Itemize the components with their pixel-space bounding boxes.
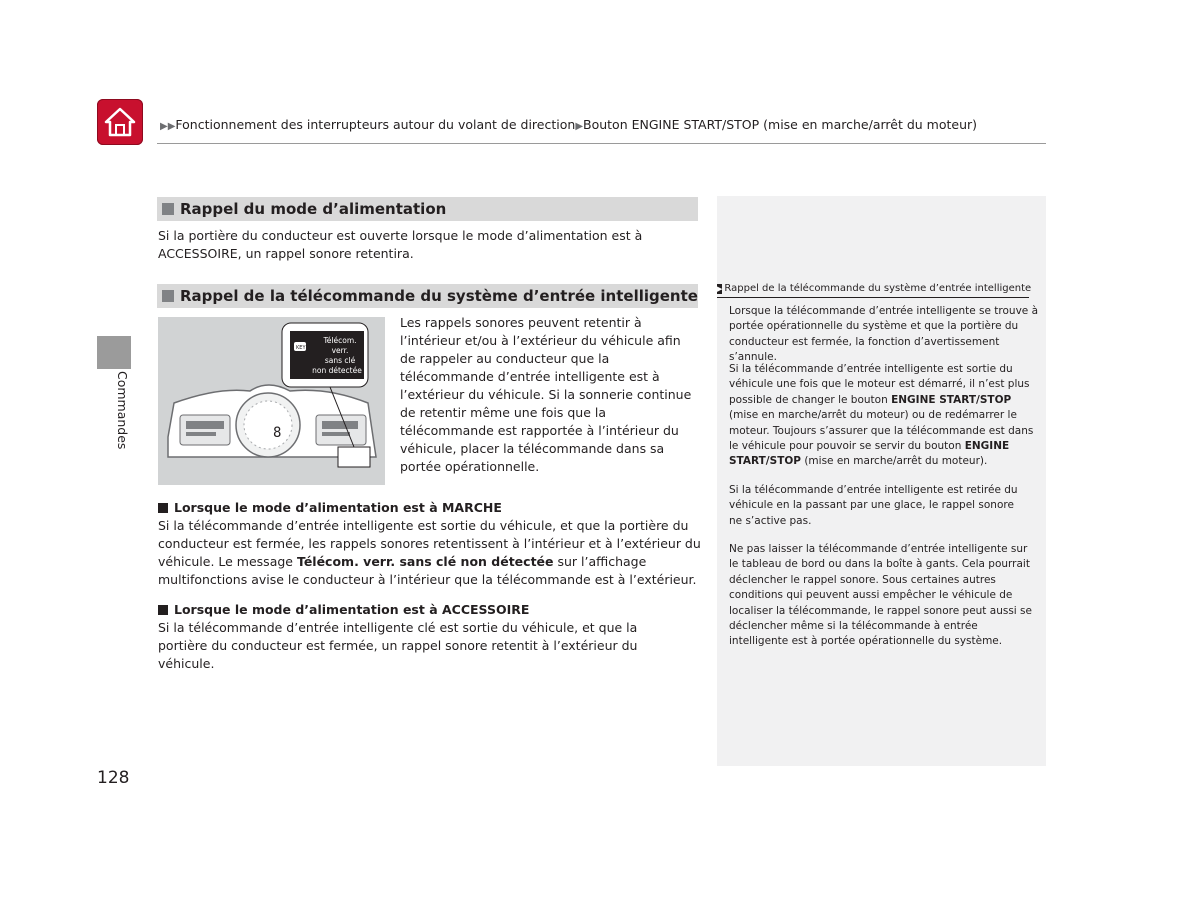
note-reference-icon: ▶ <box>717 284 723 293</box>
note-title <box>717 283 1032 294</box>
note-paragraph: Si la télécommande d’entrée intelligente est retirée du véhicule en la passant par une glace, le rappel sonore ne s’active pas. <box>729 484 1018 527</box>
note-paragraph: Ne pas laisser la télécommande d’entrée intelligente sur le tableau de bord ou dans la boîte à gants. Cela pourrait déclencher le rappel sonore. Sous certaines autres conditions qui peuvent aussi empêcher le véhicule de localiser la télécommande, le rappel sonore peut aussi se déclencher même si la télécommande à entrée intelligente est à portée opérationnelle du système. <box>729 543 1032 648</box>
heading-square-icon <box>162 203 174 215</box>
button-name-bold: ENGINE START/STOP <box>891 393 1012 406</box>
header-divider <box>157 143 1046 144</box>
note-paragraph <box>729 362 1039 470</box>
button-name-bold: ENGINE START/STOP <box>729 440 1010 468</box>
note-paragraph: Lorsque la télécommande d’entrée intelligente se trouve à portée opérationnelle du système et que la portière du conducteur est fermée, la fonction d’avertissement s’annule. <box>729 305 1039 364</box>
section-body: Si la portière du conducteur est ouverte lorsque le mode d’alimentation est à ACCESSOIRE, un rappel sonore retentira. <box>158 228 643 261</box>
instrument-cluster-drawing <box>158 317 385 485</box>
chapter-tab[interactable] <box>97 336 131 369</box>
display-message-line: verr. <box>331 346 349 355</box>
section-heading-key-reminder <box>157 284 698 308</box>
display-message-bold: Télécom. verr. sans clé non détectée <box>296 554 554 569</box>
heading-square-icon <box>162 290 174 302</box>
note-divider <box>717 297 1029 298</box>
subheading-square-icon <box>158 503 168 513</box>
subheading-text: Lorsque le mode d’alimentation est à MARCHE <box>174 500 502 515</box>
breadcrumb-arrow-icon: ▶ <box>575 121 584 132</box>
subheading-on-mode <box>158 500 502 515</box>
notes-panel <box>717 196 1046 766</box>
text-run: Si la télécommande d’entrée intelligente est sortie du véhicule une fois que le moteur est démarré, il n’est plus possible de changer le bouton <box>729 363 1030 406</box>
text-run: Si la télécommande d’entrée intelligente est sortie du véhicule, et que la portière du conducteur est fermée, les rappels sonores retentissent à l’intérieur et à l’extérieur du véhicule. Le message <box>158 518 701 569</box>
subsection-body <box>158 517 703 589</box>
note-title-text: Rappel de la télécommande du système d’entrée intelligente <box>724 283 1032 294</box>
section-heading-power-mode <box>157 197 698 221</box>
section-intro: Les rappels sonores peuvent retentir à l’intérieur et/ou à l’extérieur du véhicule afin de rappeler au conducteur que la télécommande d’entrée intelligente est à l’extérieur du véhicule. Si la sonnerie continue de retentir même une fois que la télécommande est rapportée à l’intérieur du véhicule, placer la télécommande dans sa portée opérationnelle. <box>400 315 692 474</box>
chapter-tab-label: Commandes <box>115 371 130 450</box>
display-message-line: Télécom. <box>323 336 357 345</box>
home-button[interactable] <box>97 99 143 145</box>
breadcrumb <box>160 117 977 132</box>
subheading-text: Lorsque le mode d’alimentation est à ACCESSOIRE <box>174 602 530 617</box>
display-message-line: sans clé <box>324 356 356 365</box>
text-run: sur l’affichage multifonctions avise le conducteur à l’intérieur que la télécommande est à l’extérieur. <box>158 554 697 587</box>
breadcrumb-item[interactable]: Fonctionnement des interrupteurs autour du volant de direction <box>175 117 576 132</box>
page-number: 128 <box>97 768 130 788</box>
subheading-square-icon <box>158 605 168 615</box>
breadcrumb-arrow-icon: ▶▶ <box>160 121 176 132</box>
breadcrumb-item[interactable]: Bouton ENGINE START/STOP (mise en marche/arrêt du moteur) <box>583 117 978 132</box>
instrument-cluster-illustration <box>158 317 385 485</box>
home-icon <box>103 105 137 139</box>
svg-text:8: 8 <box>273 425 282 441</box>
subheading-accessory-mode <box>158 602 529 617</box>
section-title: Rappel de la télécommande du système d’entrée intelligente <box>180 287 698 305</box>
text-run: (mise en marche/arrêt du moteur) ou de redémarrer le moteur. Toujours s’assurer que la télécommande est dans le véhicule pour pouvoir se servir du bouton <box>729 409 1034 453</box>
display-message-line: non détectée <box>312 366 362 375</box>
svg-text:KEY: KEY <box>296 345 306 351</box>
subsection-body: Si la télécommande d’entrée intelligente clé est sortie du véhicule, et que la portière du conducteur est fermée, un rappel sonore retentit à l’extérieur du véhicule. <box>158 620 638 671</box>
section-title: Rappel du mode d’alimentation <box>180 200 447 218</box>
text-run: (mise en marche/arrêt du moteur). <box>801 455 988 468</box>
